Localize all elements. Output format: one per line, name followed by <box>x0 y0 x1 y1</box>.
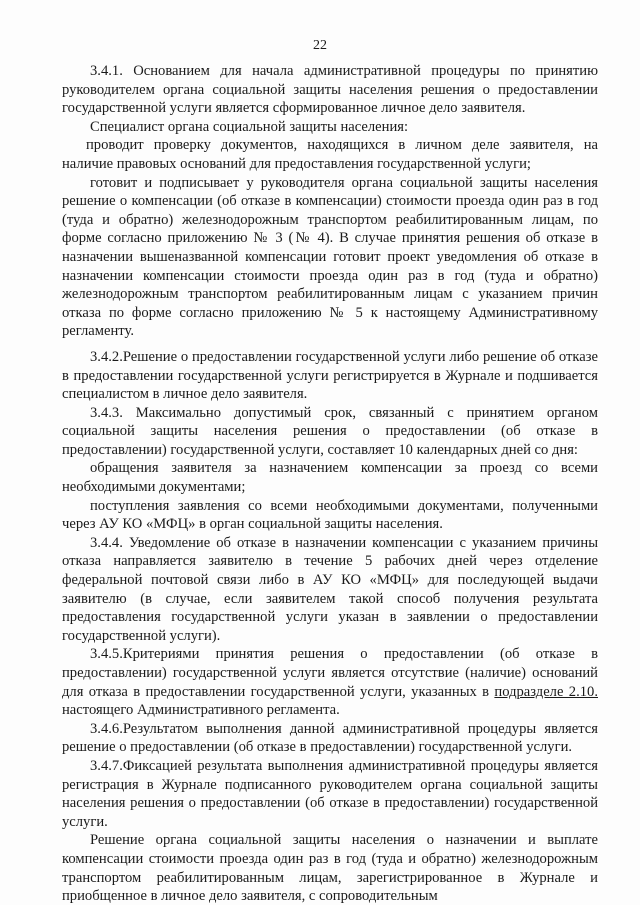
paragraph-3-4-6: 3.4.6.Результатом выполнения данной административной процедуры является решение о предоставлении (об отказе в предоставлении) государственной услуги. <box>62 720 598 756</box>
paragraph-decision-registered: Решение органа социальной защиты населения о назначении и выплате компенсации стоимости проезда один раз в год (туда и обратно) железнодорожным транспортом реабилитированным лицам, зарегистрированное в Журнале и приобщенное в личное дело заявителя, с сопроводительным <box>62 832 598 905</box>
paragraph-3-4-4: 3.4.4. Уведомление об отказе в назначении компенсации с указанием причины отказа направляется заявителю в течение 5 рабочих дней через отделение федеральной почтовой связи либо в АУ КО «МФЦ» для последующей выдачи заявителю (в случае, если заявителем такой способ получения результата предоставления государственной услуги указан в заявлении о предоставлении государственной услуги). <box>62 534 598 644</box>
paragraph-3-4-1: 3.4.1. Основанием для начала административной процедуры по принятию руководителем органа социальной защиты населения решения о предоставлении государственной услуги является сформированное личное дело заявителя. <box>62 63 598 117</box>
paragraph-3-4-7: 3.4.7.Фиксацией результата выполнения административной процедуры является регистрация в Журнале подписанного руководителем органа социальной защиты населения решения о предоставлении (об отказе в предоставлении) государственной услуги. <box>62 757 598 830</box>
paragraph-specialist-intro: Специалист органа социальной защиты населения: <box>90 118 409 135</box>
paragraph-3-4-3: 3.4.3. Максимально допустимый срок, связанный с принятием органом социальной защиты населения решения о предоставлении (об отказе в предоставлении) государственной услуги, составляет 10 календарных дней со дня: <box>62 404 598 458</box>
paragraph-check-documents: проводит проверку документов, находящихся в личном деле заявителя, на наличие правовых оснований для предоставления государственной услуги; <box>62 137 598 172</box>
paragraph-3-4-5 <box>62 645 598 719</box>
paragraph-3-4-2: 3.4.2.Решение о предоставлении государственной услуги либо решение об отказе в предоставлении государственной услуги регистрируется в Журнале и подшивается специалистом в личное дело заявителя. <box>62 348 598 403</box>
paragraph-3-4-5-tail: настоящего Административного регламента. <box>62 702 340 719</box>
paragraph-3-4-5-text: 3.4.5.Критериями принятия решения о предоставлении (об отказе в предоставлении) государственной услуги является отсутствие (наличие) оснований для отказа в предоставлении государственной услуги, указанных в <box>62 646 598 700</box>
paragraph-prepare-decision: готовит и подписывает у руководителя органа социальной защиты населения решение о компенсации (об отказе в компенсации) стоимости проезда один раз в год (туда и обратно) железнодорожным транспортом реабилитированным лицам, по форме согласно приложению № 3 (№ 4). В случае принятия решения об отказе в назначении вышеназванной компенсации готовит проект уведомления об отказе в назначении компенсации стоимости проезда один раз в год (туда и обратно) железнодорожным транспортом реабилитированным лицам с указанием причин отказа по форме согласно приложению № 5 к настоящему Административному регламенту. <box>62 174 598 340</box>
paragraph-applicant-request: обращения заявителя за назначением компенсации за проезд со всеми необходимыми документами; <box>62 460 598 496</box>
document-body <box>62 62 598 906</box>
page-number: 22 <box>313 38 327 53</box>
paragraph-application-received: поступления заявления со всеми необходимыми документами, полученными через АУ КО «МФЦ» в орган социальной защиты населения. <box>62 497 598 533</box>
subsection-2-10-link[interactable]: подразделе 2.10. <box>494 683 598 700</box>
